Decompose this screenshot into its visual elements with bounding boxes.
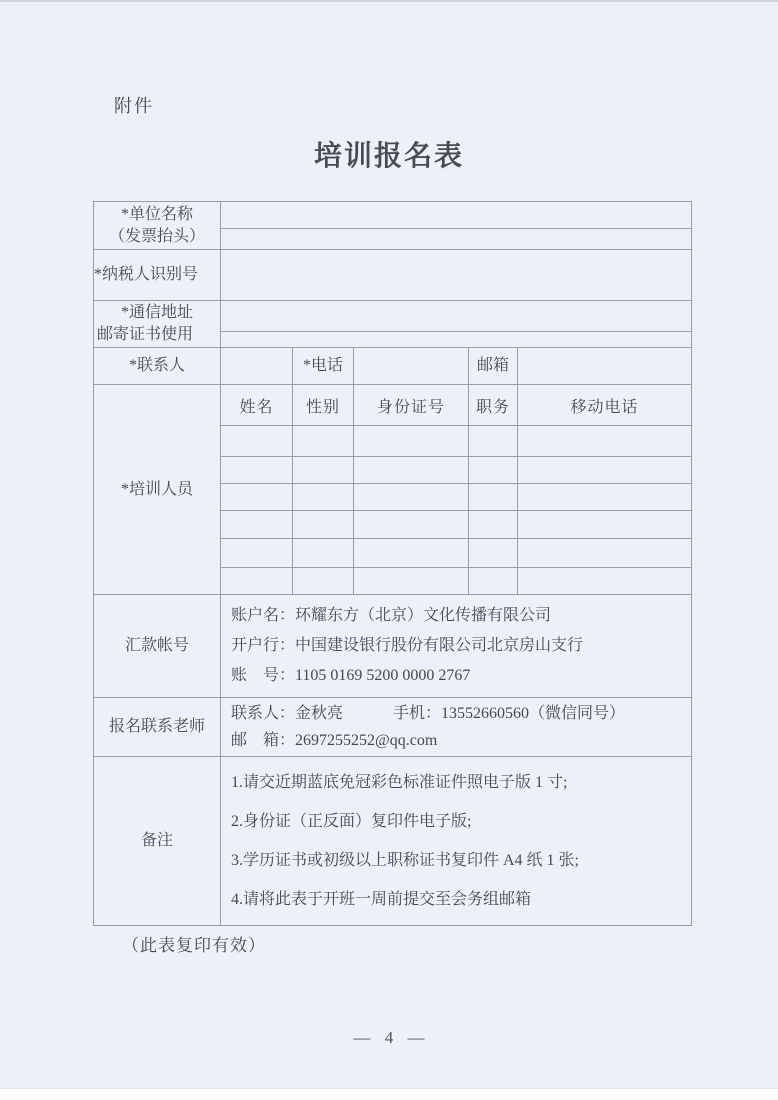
unit-name-label-cell (94, 202, 221, 250)
row-remittance (94, 595, 692, 698)
copy-validity-note: （此表复印有效） (122, 936, 266, 955)
registration-form-table (93, 201, 692, 926)
unit-name-value-cell-bottom (221, 229, 692, 250)
address-value-cell-bottom (221, 332, 692, 348)
row-registration-contact (94, 698, 692, 757)
phone-value-cell (354, 348, 469, 385)
registration-contact-mobile: 手机：13552660560（微信同号） (393, 705, 626, 722)
trainee-col-id-number: 身份证号 (354, 385, 469, 426)
remittance-account-name: 账户名：环耀东方（北京）文化传播有限公司 (231, 607, 552, 624)
trainee-col-name: 姓名 (221, 385, 293, 426)
remittance-value-cell (221, 595, 692, 698)
trainee-col-gender: 性别 (293, 385, 354, 426)
scan-edge-top (0, 0, 778, 2)
address-label-line2: 邮寄证书使用 (97, 326, 194, 343)
row-address (94, 301, 692, 332)
remark-item-1: 1.请交近期蓝底免冠彩色标准证件照电子版 1 寸; (231, 774, 568, 791)
trainee-col-mobile: 移动电话 (518, 385, 692, 426)
remarks-value-cell (221, 757, 692, 926)
address-label-line1: *通信地址 (120, 304, 193, 321)
row-unit-name (94, 202, 692, 229)
form-title: 培训报名表 (313, 141, 464, 172)
taxpayer-id-label-cell: *纳税人识别号 (94, 250, 221, 301)
trainee-col-position: 职务 (469, 385, 518, 426)
taxpayer-id-value-cell (221, 250, 692, 301)
phone-label-cell: *电话 (293, 348, 354, 385)
registration-contact-value-cell (221, 698, 692, 757)
remark-item-4: 4.请将此表于开班一周前提交至会务组邮箱 (231, 891, 532, 908)
page-number: — 4 — (353, 1028, 425, 1047)
email-value-cell (518, 348, 692, 385)
email-label-cell: 邮箱 (469, 348, 518, 385)
attachment-label: 附件 (114, 96, 154, 116)
remittance-label-cell: 汇款帐号 (94, 595, 221, 698)
registration-contact-label-cell: 报名联系老师 (94, 698, 221, 757)
row-remarks (94, 757, 692, 926)
scan-edge-bottom (0, 1088, 778, 1100)
address-value-cell-top (221, 301, 692, 332)
registration-contact-email: 邮 箱：2697255252@qq.com (231, 732, 438, 749)
unit-name-label-line2: （发票抬头） (108, 227, 205, 245)
address-label-cell (94, 301, 221, 348)
unit-name-label-line1: *单位名称 (120, 205, 193, 223)
remarks-label-cell: 备注 (94, 757, 221, 926)
trainees-label-cell: *培训人员 (94, 385, 221, 595)
remark-item-2: 2.身份证（正反面）复印件电子版; (231, 813, 472, 830)
remittance-bank: 开户行：中国建设银行股份有限公司北京房山支行 (231, 637, 584, 654)
row-trainee-header (94, 385, 692, 426)
row-taxpayer-id (94, 250, 692, 301)
contact-name-value-cell (221, 348, 293, 385)
registration-contact-person: 联系人：金秋亮 (231, 705, 344, 722)
unit-name-value-cell-top (221, 202, 692, 229)
row-contact (94, 348, 692, 385)
contact-label-cell: *联系人 (94, 348, 221, 385)
remark-item-3: 3.学历证书或初级以上职称证书复印件 A4 纸 1 张; (231, 852, 580, 869)
remittance-account-number: 账 号：1105 0169 5200 0000 2767 (231, 667, 471, 684)
